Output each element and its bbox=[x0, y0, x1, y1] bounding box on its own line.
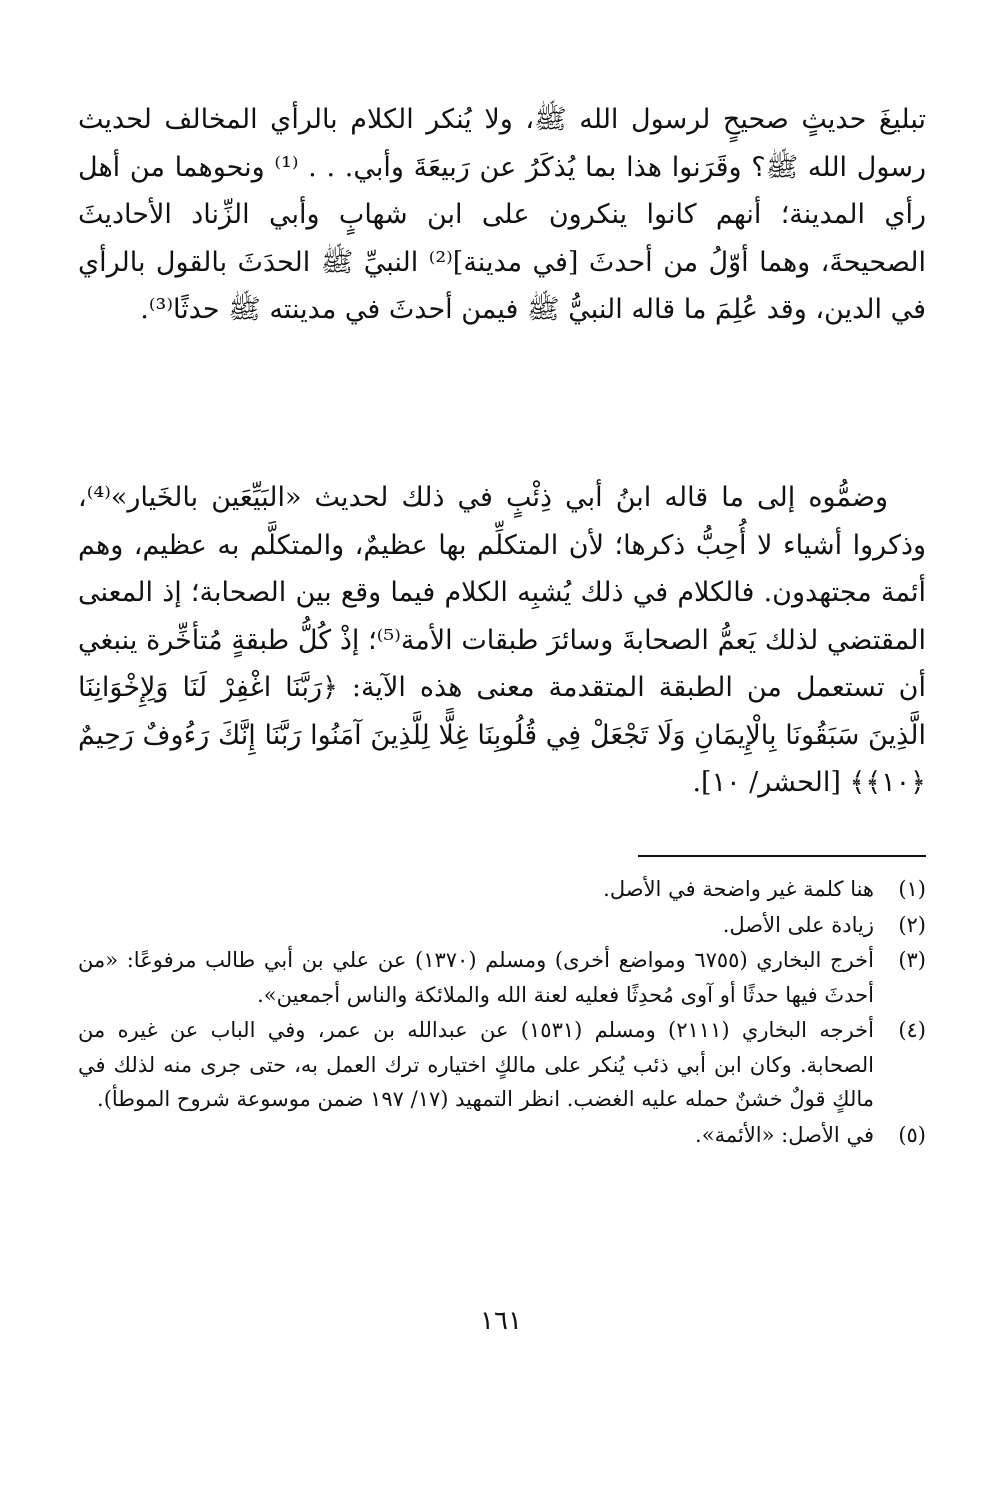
footnote-number: (٣) bbox=[898, 948, 926, 972]
footnote-number: (٢) bbox=[898, 912, 926, 937]
main-text-block-2 bbox=[78, 474, 926, 807]
footnote-text: أخرج البخاري (٦٧٥٥ ومواضع أخرى) ومسلم (١٣٧٠) عن علي بن أبي طالب مرفوعًا: «من أحدثَ فيها حدثًا أو آوى مُحدِثًا فعليه لعنة الله والملائكة والناس أجمعين». bbox=[78, 948, 874, 1007]
footnote-separator bbox=[638, 855, 926, 857]
footnote-5 bbox=[78, 1118, 926, 1153]
paragraph-1: تبليغَ حديثٍ صحيحٍ لرسول الله ﷺ، ولا يُنكر الكلام بالرأي المخالف لحديث رسول الله ﷺ؟ وقَرَنوا هذا بما يُذكَرُ عن رَبيعَةَ وأبي. . . ⁽¹⁾ ونحوهما من أهل رأي المدينة؛ أنهم كانوا ينكرون على ابن شهابٍ وأبي الزِّناد الأحاديثَ الصحيحةَ، وهما أوّلُ من أحدثَ [في مدينة]⁽²⁾ النبيِّ ﷺ الحدَثَ بالقول بالرأي في الدين، وقد عُلِمَ ما قاله النبيُّ ﷺ فيمن أحدثَ في مدينته ﷺ حدثًا⁽³⁾. bbox=[78, 104, 926, 325]
footnote-3 bbox=[78, 943, 926, 1012]
footnotes-list bbox=[78, 872, 926, 1153]
footnote-text: في الأصل: «الأئمة». bbox=[695, 1122, 874, 1147]
footnote-number: (٤) bbox=[898, 1018, 926, 1042]
footnote-text: أخرجه البخاري (٢١١١) ومسلم (١٥٣١) عن عبدالله بن عمر، وفي الباب عن غيره من الصحابة. وكان ابن أبي ذئب يُنكر على مالكٍ اختياره ترك العمل به، حتى جرى منه لذلك في مالكٍ قولٌ خشنٌ حمله عليه الغضب. انظر التمهيد (١٧/ ١٩٧ ضمن موسوعة شروح الموطأ). bbox=[78, 1018, 874, 1111]
footnote-4 bbox=[78, 1013, 926, 1117]
footnote-number: (١) bbox=[898, 877, 926, 901]
footnote-text: زيادة على الأصل. bbox=[722, 912, 874, 937]
page-number: ١٦١ bbox=[480, 1306, 522, 1336]
footnote-number: (٥) bbox=[898, 1122, 926, 1147]
footnote-text: هنا كلمة غير واضحة في الأصل. bbox=[603, 877, 874, 901]
footnote-1 bbox=[78, 872, 926, 907]
paragraph-2: وضمُّوه إلى ما قاله ابنُ أبي ذِئْبٍ في ذلك لحديث «البَيِّعَين بالخَيار»⁽⁴⁾، وذكروا أشياء لا أُحِبُّ ذكرها؛ لأن المتكلِّم بها عظيمٌ، والمتكلَّم به عظيم، وهم أئمة مجتهدون. فالكلام في ذلك يُشبِه الكلام فيما وقع بين الصحابة؛ إذ المعنى المقتضي لذلك يَعمُّ الصحابةَ وسائرَ طبقات الأمة⁽⁵⁾؛ إذْ كُلُّ طبقةٍ مُتأخِّرة ينبغي أن تستعمل من الطبقة المتقدمة معنى هذه الآية: ﴿رَبَّنَا اغْفِرْ لَنَا وَلِإِخْوَانِنَا الَّذِينَ سَبَقُونَا بِالْإِيمَانِ وَلَا تَجْعَلْ فِي قُلُوبِنَا غِلًّا لِلَّذِينَ آمَنُوا رَبَّنَا إِنَّكَ رَءُوفٌ رَحِيمٌ ﴿١٠﴾﴾ [الحشر/ ١٠]. bbox=[78, 482, 926, 798]
main-text-block-1 bbox=[78, 96, 926, 334]
footnote-2 bbox=[78, 908, 926, 943]
